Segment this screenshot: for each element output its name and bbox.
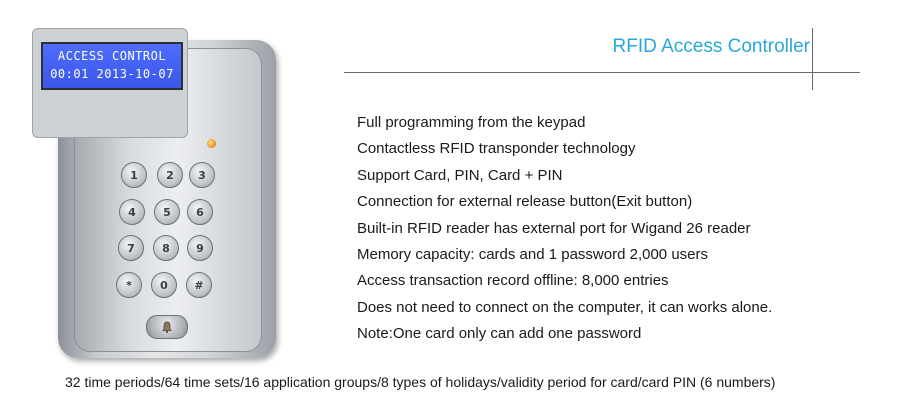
title-divider-vertical (812, 28, 813, 90)
page-title: RFID Access Controller (612, 36, 810, 57)
key-7[interactable]: 7 (118, 235, 144, 261)
key-star[interactable]: * (116, 272, 142, 298)
feature-item: Contactless RFID transponder technology (357, 140, 636, 158)
key-8[interactable]: 8 (153, 235, 179, 261)
status-led-icon (207, 139, 216, 148)
doorbell-button[interactable] (146, 315, 188, 339)
spec-footer: 32 time periods/64 time sets/16 application groups/8 types of holidays/validity period for card/card PIN (6 numbers) (65, 374, 776, 390)
lcd-line-2: 00:01 2013-10-07 (50, 67, 174, 81)
key-5[interactable]: 5 (154, 199, 180, 225)
feature-item: Full programming from the keypad (357, 114, 586, 131)
lcd-screen (41, 42, 183, 90)
bell-icon (160, 320, 174, 334)
feature-item: Note:One card only can add one password (357, 325, 642, 343)
key-2[interactable]: 2 (157, 162, 183, 188)
key-1[interactable]: 1 (121, 162, 147, 188)
title-divider-horizontal (344, 72, 860, 73)
key-4[interactable]: 4 (119, 199, 145, 225)
feature-item: Connection for external release button(Exit button) (357, 193, 693, 211)
key-6[interactable]: 6 (187, 199, 213, 225)
feature-item: Does not need to connect on the computer, it can works alone. (357, 298, 773, 316)
key-hash[interactable]: # (186, 272, 212, 298)
key-0[interactable]: 0 (151, 272, 177, 298)
feature-list (357, 114, 772, 352)
feature-item: Access transaction record offline: 8,000 entries (357, 272, 669, 290)
feature-item: Memory capacity: cards and 1 password 2,000 users (357, 245, 708, 263)
feature-item: Built-in RFID reader has external port for Wigand 26 reader (357, 219, 751, 237)
key-3[interactable]: 3 (189, 162, 215, 188)
lcd-line-1: ACCESS CONTROL (57, 49, 167, 63)
key-9[interactable]: 9 (187, 235, 213, 261)
feature-item: Support Card, PIN, Card + PIN (357, 166, 563, 184)
